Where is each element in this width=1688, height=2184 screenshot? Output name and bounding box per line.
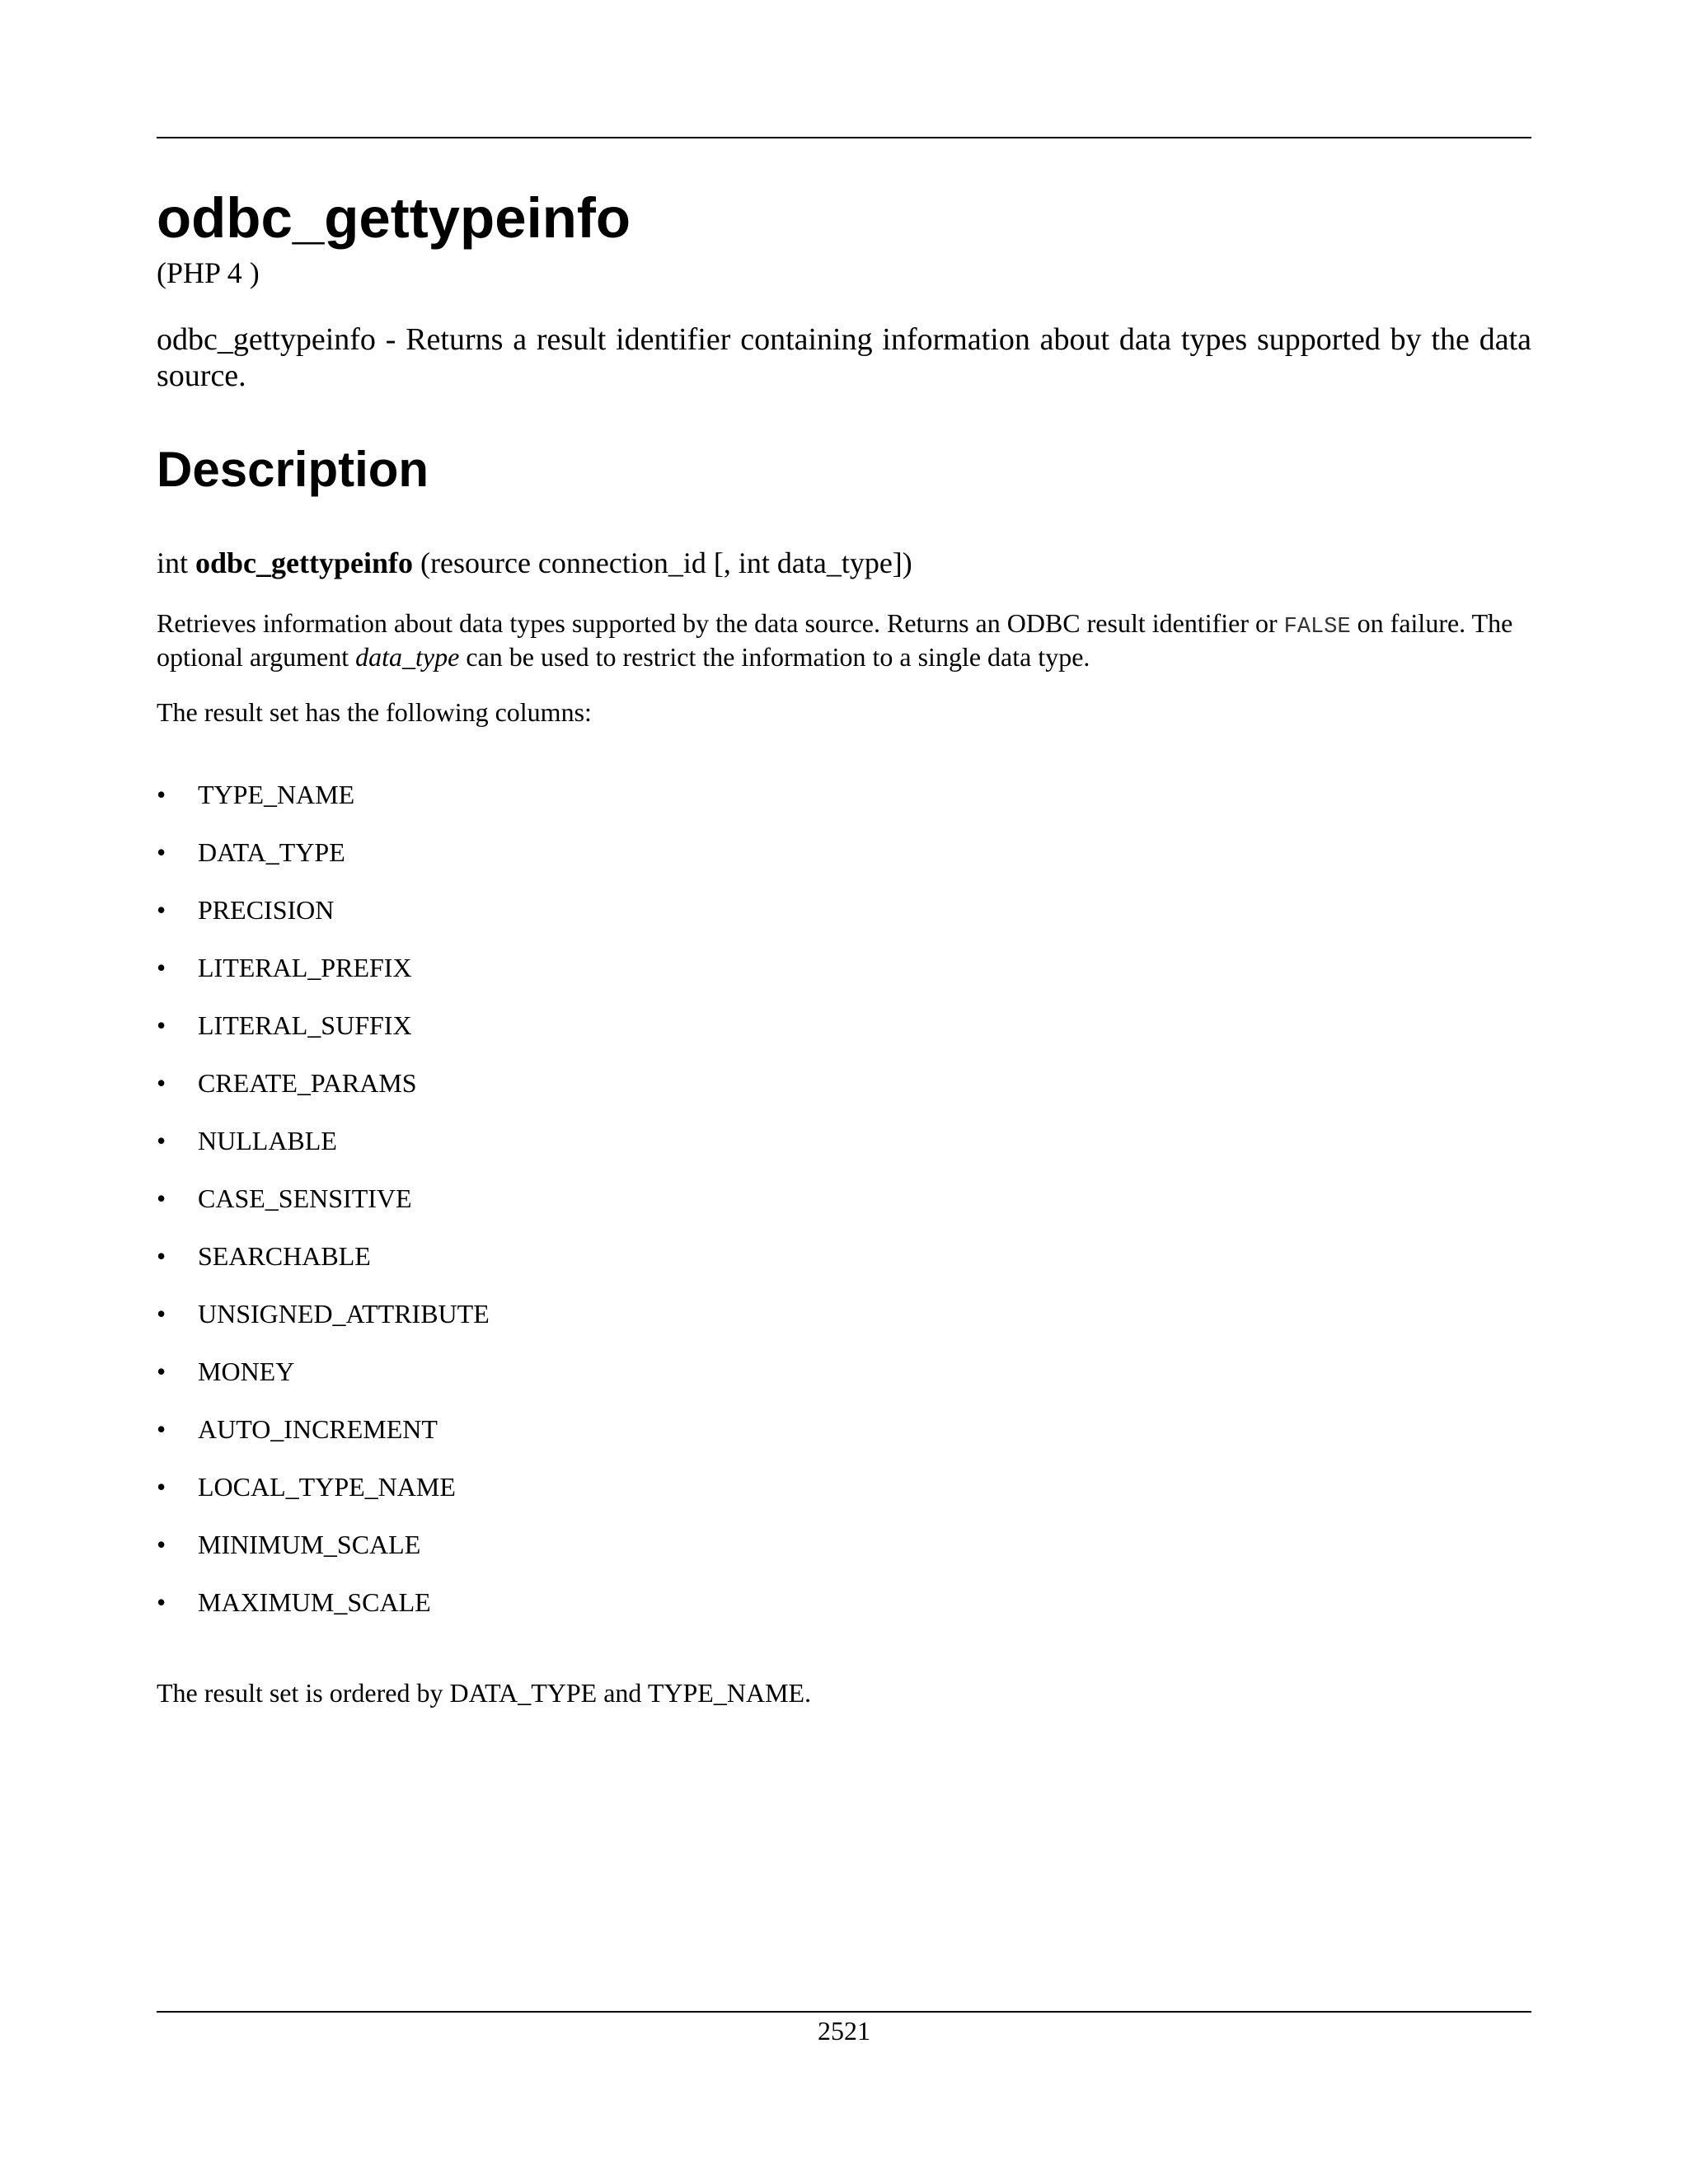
bullet-icon: • — [157, 1068, 166, 1098]
top-rule — [157, 137, 1531, 138]
result-columns-list — [157, 780, 490, 1645]
list-item — [157, 1530, 490, 1587]
ordering-note: The result set is ordered by DATA_TYPE and TYPE_NAME. — [157, 1678, 812, 1708]
argument-data-type: data_type — [355, 642, 460, 672]
list-item — [157, 1472, 490, 1530]
bullet-icon: • — [157, 1414, 166, 1444]
list-item — [157, 1357, 490, 1414]
list-item-label: AUTO_INCREMENT — [198, 1414, 438, 1444]
constant-false: FALSE — [1283, 615, 1351, 640]
bullet-icon: • — [157, 1472, 166, 1502]
columns-intro: The result set has the following columns: — [157, 697, 592, 727]
list-item — [157, 1587, 490, 1645]
list-item-label: MAXIMUM_SCALE — [198, 1587, 431, 1617]
bullet-icon: • — [157, 1183, 166, 1213]
section-heading-description: Description — [157, 442, 429, 497]
list-item-label: DATA_TYPE — [198, 837, 345, 867]
paragraph-text: can be used to restrict the information to a single data type. — [459, 642, 1090, 672]
list-item-label: MINIMUM_SCALE — [198, 1530, 421, 1559]
list-item — [157, 1126, 490, 1183]
list-item-label: LITERAL_PREFIX — [198, 953, 412, 982]
version-note: (PHP 4 ) — [157, 256, 260, 289]
synopsis-function-name: odbc_gettypeinfo — [195, 546, 414, 579]
list-item — [157, 1299, 490, 1357]
list-item-label: PRECISION — [198, 895, 335, 925]
list-item-label: LITERAL_SUFFIX — [198, 1010, 412, 1040]
list-item — [157, 1183, 490, 1241]
bullet-icon: • — [157, 780, 166, 809]
list-item — [157, 895, 490, 953]
function-synopsis — [157, 546, 912, 581]
bullet-icon: • — [157, 1587, 166, 1617]
list-item — [157, 1010, 490, 1068]
list-item — [157, 1241, 490, 1299]
purpose-line: odbc_gettypeinfo - Returns a result identifier containing information about data types supported by the data source. — [157, 322, 1531, 393]
synopsis-params: (resource connection_id [, int data_type]) — [420, 546, 912, 579]
list-item — [157, 1068, 490, 1126]
list-item-label: MONEY — [198, 1357, 295, 1386]
bullet-icon: • — [157, 895, 166, 925]
bullet-icon: • — [157, 1299, 166, 1329]
synopsis-return-type: int — [157, 546, 189, 579]
list-item-label: NULLABLE — [198, 1126, 337, 1155]
list-item-label: SEARCHABLE — [198, 1241, 371, 1271]
bullet-icon: • — [157, 1357, 166, 1386]
list-item-label: LOCAL_TYPE_NAME — [198, 1472, 456, 1502]
description-paragraph — [157, 608, 1531, 672]
bullet-icon: • — [157, 1241, 166, 1271]
page-number: 2521 — [818, 2016, 870, 2046]
bullet-icon: • — [157, 1126, 166, 1155]
list-item-label: UNSIGNED_ATTRIBUTE — [198, 1299, 490, 1329]
list-item — [157, 780, 490, 837]
list-item-label: CASE_SENSITIVE — [198, 1183, 412, 1213]
list-item — [157, 837, 490, 895]
list-item-label: TYPE_NAME — [198, 780, 355, 809]
paragraph-text: on failure. The optional argument — [157, 608, 1513, 672]
page-title: odbc_gettypeinfo — [157, 186, 631, 250]
list-item — [157, 953, 490, 1010]
bullet-icon: • — [157, 953, 166, 982]
list-item-label: CREATE_PARAMS — [198, 1068, 417, 1098]
bullet-icon: • — [157, 1530, 166, 1559]
bullet-icon: • — [157, 837, 166, 867]
list-item — [157, 1414, 490, 1472]
paragraph-text: Retrieves information about data types supported by the data source. Returns an ODBC result identifier or — [157, 608, 1284, 638]
bullet-icon: • — [157, 1010, 166, 1040]
